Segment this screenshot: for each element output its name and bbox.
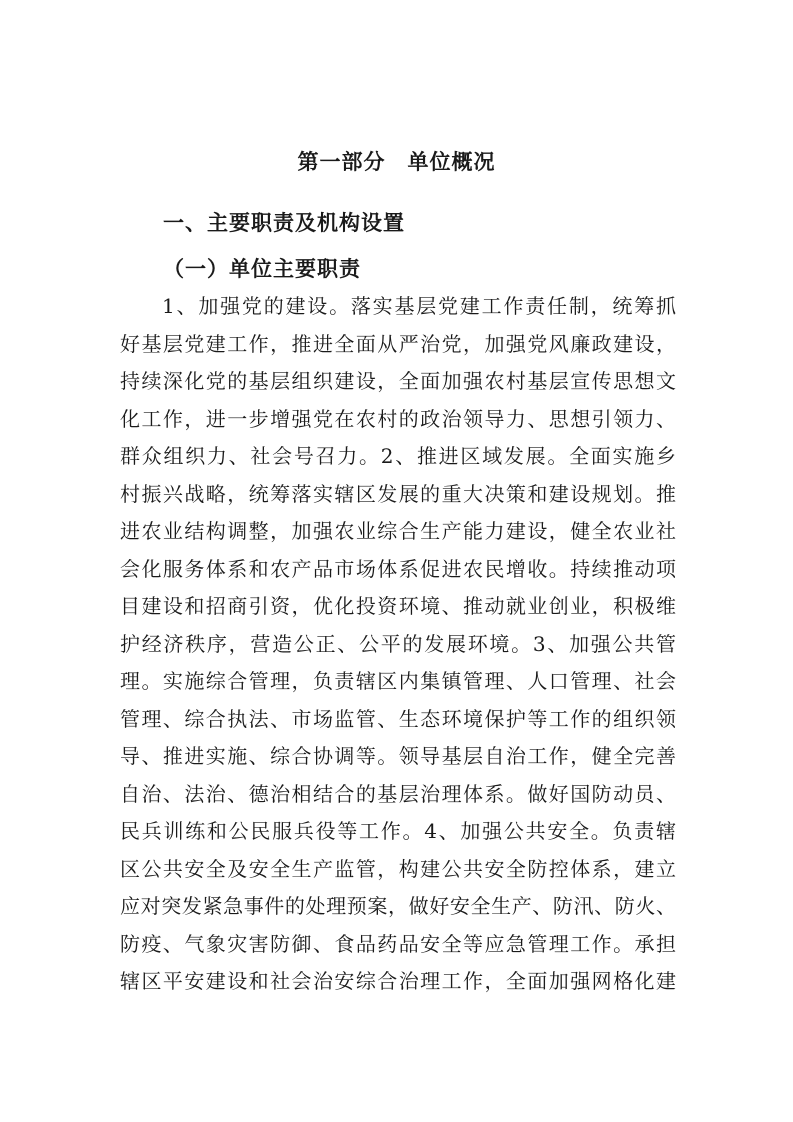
paragraph-line: 1、加强党的建设。落实基层党建工作责任制，统筹抓 (162, 294, 676, 318)
paragraph-line: 进农业结构调整，加强农业综合生产能力建设，健全农业社 (120, 519, 676, 543)
paragraph-line: 群众组织力、社会号召力。2、推进区域发展。全面实施乡 (120, 444, 676, 468)
paragraph-line: 导、推进实施、综合协调等。领导基层自治工作，健全完善 (120, 744, 676, 768)
paragraph-line: 民兵训练和公民服兵役等工作。4、加强公共安全。负责辖 (120, 819, 676, 843)
paragraph-line: 好基层党建工作，推进全面从严治党，加强党风廉政建设， (120, 331, 676, 356)
section-heading: 一、主要职责及机构设置 (163, 211, 405, 235)
paragraph-line: 村振兴战略，统筹落实辖区发展的重大决策和建设规划。推 (120, 481, 676, 506)
paragraph-line: 护经济秩序，营造公正、公平的发展环境。3、加强公共管 (120, 631, 676, 656)
paragraph-line: 会化服务体系和农产品市场体系促进农民增收。持续推动项 (120, 556, 676, 581)
paragraph-line: 防疫、气象灾害防御、食品药品安全等应急管理工作。承担 (120, 931, 676, 956)
paragraph-line: 辖区平安建设和社会治安综合治理工作，全面加强网格化建 (120, 969, 676, 993)
paragraph-line: 区公共安全及安全生产监管，构建公共安全防控体系，建立 (120, 856, 676, 881)
paragraph-line: 持续深化党的基层组织建设，全面加强农村基层宣传思想文 (120, 369, 676, 393)
paragraph-line: 自治、法治、德治相结合的基层治理体系。做好国防动员、 (120, 781, 676, 806)
body-paragraph (120, 288, 676, 1001)
paragraph-line: 管理、综合执法、市场监管、生态环境保护等工作的组织领 (120, 706, 676, 731)
paragraph-line: 应对突发紧急事件的处理预案，做好安全生产、防汛、防火、 (120, 894, 676, 918)
paragraph-line: 目建设和招商引资，优化投资环境、推动就业创业，积极维 (120, 594, 676, 618)
paragraph-line: 理。实施综合管理，负责辖区内集镇管理、人口管理、社会 (120, 669, 676, 693)
subsection-heading: （一）单位主要职责 (163, 257, 361, 281)
page-title: 第一部分 单位概况 (297, 150, 496, 174)
paragraph-line: 化工作，进一步增强党在农村的政治领导力、思想引领力、 (120, 406, 676, 431)
